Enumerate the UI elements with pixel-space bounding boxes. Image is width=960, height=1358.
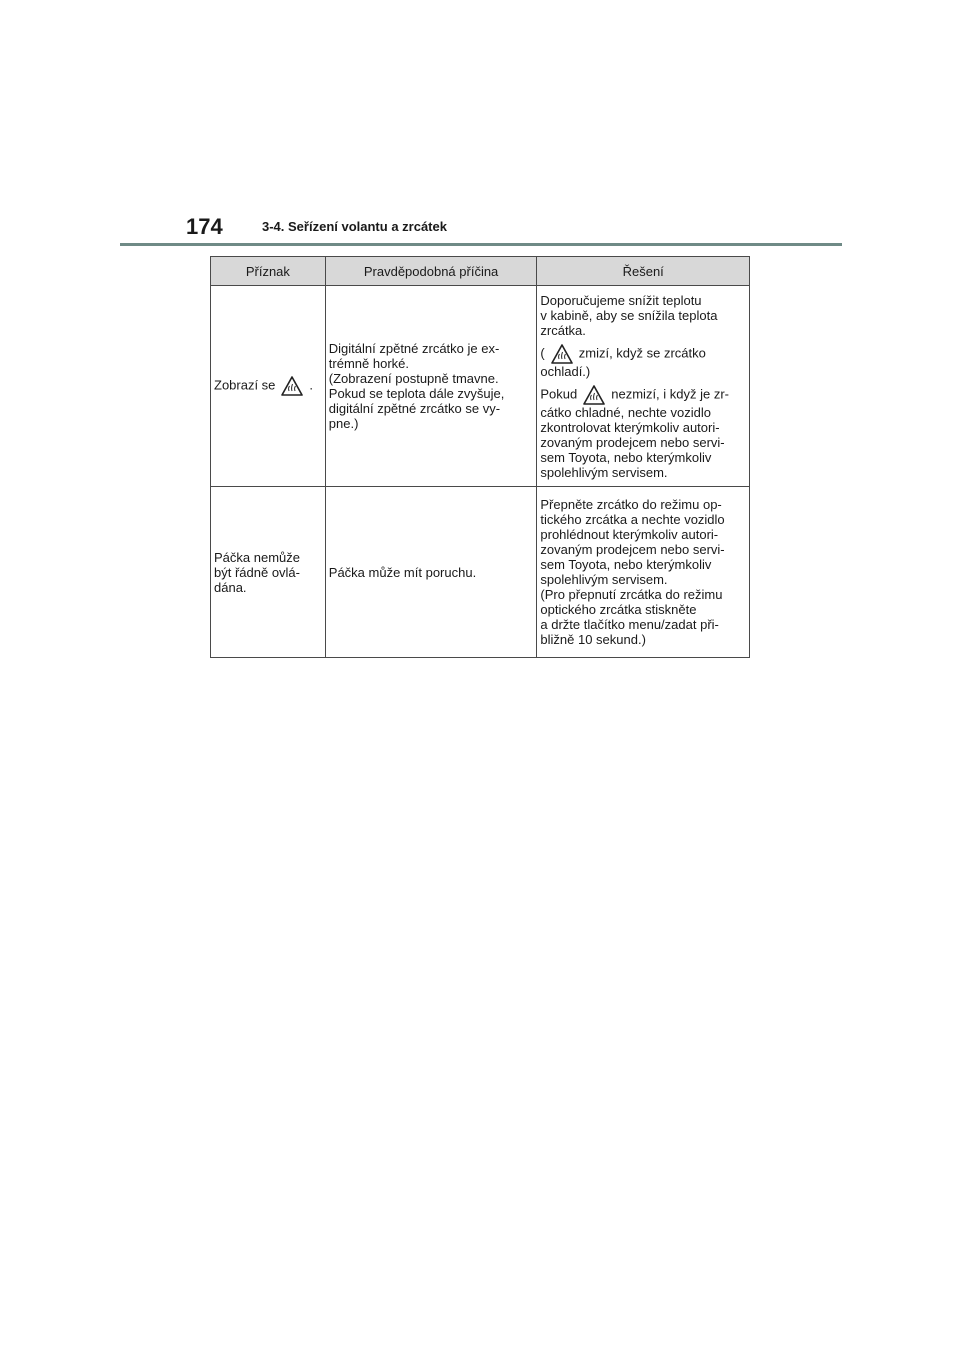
high-temperature-warning-icon: [551, 344, 573, 364]
page-number: 174: [186, 214, 223, 239]
symptom-period: .: [309, 377, 314, 393]
symptom-cell: [211, 286, 326, 487]
symptom-text: Páčka nemůže být řádně ovlá- dána.: [214, 549, 300, 595]
solution-cell: [537, 286, 750, 487]
cause-cell: [325, 487, 537, 658]
troubleshooting-table: [210, 256, 750, 658]
solution-paragraph-2: ( zmizí, když se zrcátko ochladí.): [540, 344, 706, 379]
solution-cell: [537, 487, 750, 658]
solution-text: Přepněte zrcátko do režimu op- tického zrcátka a nechte vozidlo prohlédnout kterýmkoliv autori- zovaným prodejcem nebo servi- sem Toyota, nebo kterýmkoliv spolehlivým servisem. (Pro přepnutí zrcátka do režimu optického zrcátka stiskněte a držte tlačítko menu/zadat při- bližně 10 sekund.): [540, 497, 725, 647]
solution-paragraph-3: Pokud nezmizí, i když je zr- cátko chladné, nechte vozidlo zkontrolovat kterýmkoliv autori- zovaným prodejcem nebo servi- sem Toyota, nebo kterýmkoliv spolehlivým servisem.: [540, 385, 730, 480]
column-header-cause: Pravděpodobná příčina: [325, 257, 537, 286]
cause-text: Páčka může mít poruchu.: [328, 564, 477, 580]
table-row: [211, 286, 750, 487]
symptom-text: Zobrazí se: [214, 377, 276, 393]
table-row: [211, 487, 750, 658]
solution-paragraph-1: Doporučujeme snížit teplotu v kabině, aby se snížila teplota zrcátka.: [540, 292, 718, 338]
section-title: 3-4. Seřízení volantu a zrcátek: [262, 219, 447, 234]
symptom-cell: [211, 487, 326, 658]
header-rule: [120, 243, 842, 246]
cause-cell: [325, 286, 537, 487]
high-temperature-warning-icon: [583, 385, 605, 405]
column-header-solution: Řešení: [537, 257, 750, 286]
cause-text: Digitální zpětné zrcátko je ex- trémně horké. (Zobrazení postupně tmavne. Pokud se teplota dále zvyšuje, digitální zpětné zrcátko se vy- pne.): [328, 341, 505, 431]
high-temperature-warning-icon: [281, 376, 303, 396]
table-header-row: [211, 257, 750, 286]
column-header-symptom: Příznak: [211, 257, 326, 286]
